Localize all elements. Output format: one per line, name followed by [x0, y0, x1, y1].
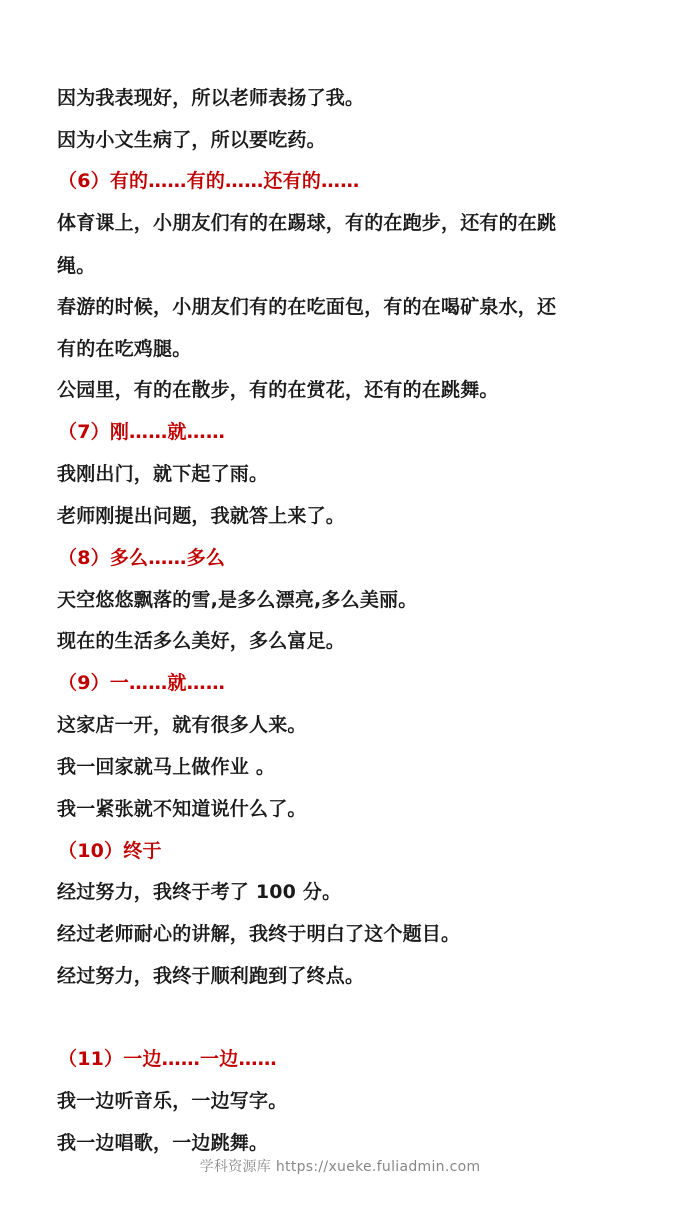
section-heading: （7）刚……就……	[58, 421, 226, 443]
sentence-line: 天空悠悠飘落的雪,是多么漂亮,多么美丽。	[57, 589, 418, 611]
sentence-line: 我一回家就马上做作业 。	[57, 756, 276, 778]
sentence-line: 我刚出门，就下起了雨。	[57, 463, 269, 485]
section-heading: （10）终于	[58, 840, 162, 862]
sentence-line: 我一紧张就不知道说什么了。	[57, 798, 307, 820]
sentence-line: 现在的生活多么美好，多么富足。	[57, 630, 346, 652]
section-heading: （8）多么……多么	[58, 547, 226, 569]
sentence-line: 经过努力，我终于考了 100 分。	[57, 881, 342, 903]
sentence-line: 这家店一开，就有很多人来。	[57, 714, 307, 736]
sentence-line: 公园里，有的在散步，有的在赏花，还有的在跳舞。	[57, 379, 499, 401]
footer-watermark: 学科资源库 https://xueke.fuliadmin.com	[199, 1159, 481, 1175]
sentence-line: 经过努力，我终于顺利跑到了终点。	[57, 965, 365, 987]
sentence-line: 我一边唱歌，一边跳舞。	[57, 1132, 269, 1154]
sentence-line: 体育课上，小朋友们有的在踢球，有的在跑步，还有的在跳	[57, 212, 557, 234]
sentence-line: 有的在吃鸡腿。	[57, 338, 192, 360]
sentence-line: 因为我表现好，所以老师表扬了我。	[57, 87, 365, 109]
sentence-line: 我一边听音乐，一边写字。	[57, 1090, 288, 1112]
sentence-line: 经过老师耐心的讲解，我终于明白了这个题目。	[57, 923, 461, 945]
section-heading: （9）一……就……	[58, 672, 226, 694]
sentence-line: 老师刚提出问题，我就答上来了。	[57, 505, 346, 527]
section-heading: （11）一边……一边……	[58, 1048, 277, 1070]
sentence-line: 因为小文生病了，所以要吃药。	[57, 129, 326, 151]
section-heading: （6）有的……有的……还有的……	[58, 170, 360, 192]
sentence-line: 绳。	[57, 255, 96, 277]
sentence-line: 春游的时候，小朋友们有的在吃面包，有的在喝矿泉水，还	[57, 296, 557, 318]
